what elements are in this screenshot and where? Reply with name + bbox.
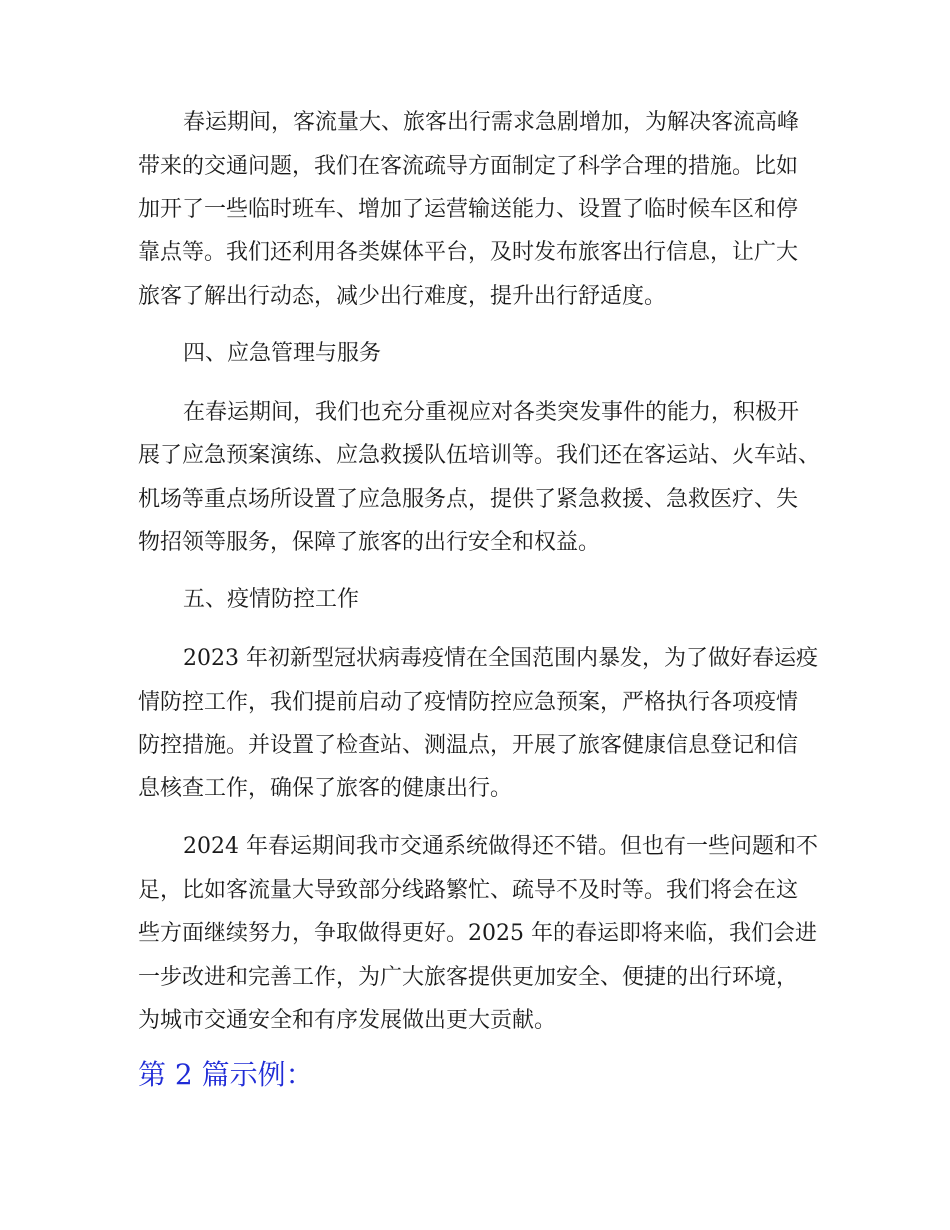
- paragraph-3-line-3: 防控措施。并设置了检查站、测温点，开展了旅客健康信息登记和信: [138, 733, 799, 758]
- paragraph-1-line-3: 加开了一些临时班车、增加了运营输送能力、设置了临时候车区和停: [138, 197, 799, 222]
- paragraph-4-line-5: 为城市交通安全和有序发展做出更大贡献。: [138, 1008, 557, 1033]
- paragraph-4-line-4: 一步改进和完善工作，为广大旅客提供更加安全、便捷的出行环境，: [138, 965, 799, 990]
- paragraph-1-line-5: 旅客了解出行动态，减少出行难度，提升出行舒适度。: [138, 284, 667, 309]
- example-heading: 第 2 篇示例：: [138, 1058, 314, 1091]
- paragraph-3-line-1: 2023 年初新型冠状病毒疫情在全国范围内暴发，为了做好春运疫: [183, 646, 818, 671]
- paragraph-2-line-1: 在春运期间，我们也充分重视应对各类突发事件的能力，积极开: [183, 400, 800, 425]
- paragraph-2-line-2: 展了应急预案演练、应急救援队伍培训等。我们还在客运站、火车站、: [138, 443, 821, 468]
- paragraph-1-line-1: 春运期间，客流量大、旅客出行需求急剧增加，为解决客流高峰: [183, 110, 800, 135]
- paragraph-2-line-4: 物招领等服务，保障了旅客的出行安全和权益。: [138, 530, 601, 555]
- paragraph-4-line-3: 些方面继续努力，争取做得更好。2025 年的春运即将来临，我们会进: [138, 921, 817, 946]
- paragraph-2-line-3: 机场等重点场所设置了应急服务点，提供了紧急救援、急救医疗、失: [138, 487, 799, 512]
- paragraph-1-line-4: 靠点等。我们还利用各类媒体平台，及时发布旅客出行信息，让广大: [138, 240, 799, 265]
- section-heading-4: 四、应急管理与服务: [183, 341, 382, 366]
- paragraph-1-line-2: 带来的交通问题，我们在客流疏导方面制定了科学合理的措施。比如: [138, 154, 799, 179]
- paragraph-3-line-4: 息核查工作，确保了旅客的健康出行。: [138, 776, 513, 801]
- section-heading-5: 五、疫情防控工作: [183, 587, 360, 612]
- paragraph-3-line-2: 情防控工作，我们提前启动了疫情防控应急预案，严格执行各项疫情: [138, 690, 799, 715]
- paragraph-4-line-2: 足，比如客流量大导致部分线路繁忙、疏导不及时等。我们将会在这: [138, 878, 799, 903]
- paragraph-4-line-1: 2024 年春运期间我市交通系统做得还不错。但也有一些问题和不: [183, 834, 818, 859]
